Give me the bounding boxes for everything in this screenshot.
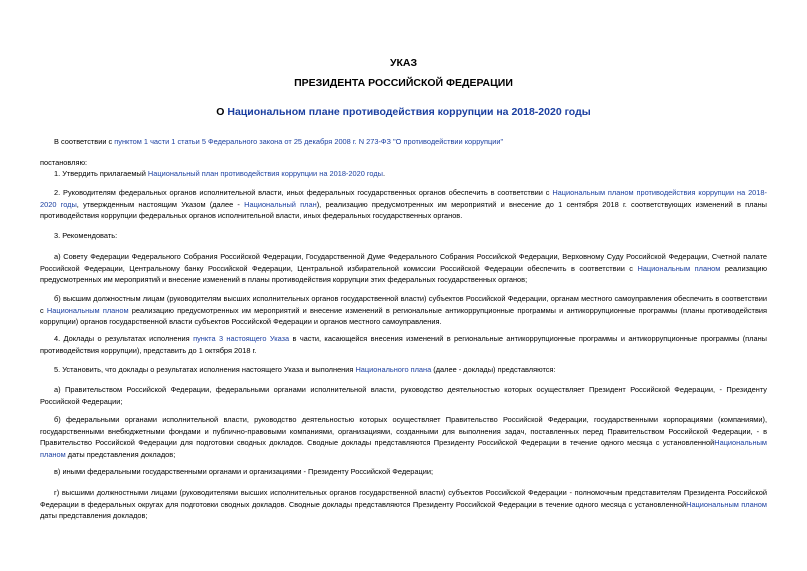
paragraph-3b	[40, 293, 767, 328]
national-plan-link[interactable]: Национальным планом противодействия коррупции на 2018-2020 годы	[40, 188, 767, 209]
national-plan-link[interactable]: Национальным планом	[686, 499, 767, 509]
national-plan-short-link[interactable]: Национальный план	[244, 199, 317, 209]
p2-text-c: ), реализацию предусмотренных им мероприятий и внесение до 1 сентября 2018 г. соответствующих изменений в планы противодействия коррупции федеральных органов исполнительной власти, иных федеральных государственных органов.	[40, 199, 767, 220]
p1-text-a: 1. Утвердить прилагаемый	[54, 169, 148, 178]
p1-text-b: .	[383, 169, 386, 178]
decree-issuer: ПРЕЗИДЕНТА РОССИЙСКОЙ ФЕДЕРАЦИИ	[294, 77, 513, 89]
paragraph-5v: в) иными федеральными государственными органами и организациями - Президенту Российской Федерации;	[54, 467, 434, 476]
decree-title: УКАЗ	[389, 57, 418, 69]
p5-text-b: (далее - доклады) представляются:	[431, 365, 556, 374]
paragraph-1	[40, 168, 767, 180]
paragraph-3a	[40, 251, 767, 286]
national-plan-link[interactable]: Национальным планом	[40, 438, 767, 459]
national-plan-link[interactable]: Национальным планом	[46, 305, 129, 315]
p3a-text-a: а) Совету Федерации Федерального Собрания Российской Федерации, Государственной Думе Федерального Собрания Российской Федерации, Верховному Суду Российской Федерации, Счетной палате Российской Федерации, Центральному банку Российской Федерации, Центральной избирательной комиссии Российской Федерации обеспечить в соответствии с	[40, 252, 767, 273]
clause-3-link[interactable]: пункта 3 настоящего Указа	[193, 334, 290, 343]
paragraph-5	[40, 364, 767, 376]
paragraph-3: 3. Рекомендовать:	[54, 231, 118, 240]
p5b-text-b: даты представления докладов;	[65, 449, 176, 459]
p3a-text-b: реализацию предусмотренных им мероприятий и внесение изменений в планы противодействия коррупции этих федеральных государственных органов;	[40, 263, 767, 284]
p4-text-a: 4. Доклады о результатах исполнения	[54, 334, 194, 343]
decree-subject	[0, 106, 807, 118]
national-plan-link[interactable]: Национальным планом	[637, 263, 721, 273]
preamble-text: В соответствии с	[54, 137, 115, 146]
p2-text-b: , утвержденным настоящим Указом (далее -	[76, 199, 245, 209]
p4-text-b: в части, касающейся внесения изменений в региональные антикоррупционные программы и антикоррупционные программы (планы противодействия коррупции), представить до 1 октября 2018 г.	[40, 334, 767, 355]
national-plan-title-link[interactable]: Национальном плане противодействия коррупции на 2018-2020 годы	[227, 106, 591, 118]
preamble-paragraph	[40, 136, 767, 148]
p3b-text-b: реализацию предусмотренных им мероприятий и внесение изменений в региональные антикоррупционные программы и антикоррупционные программы (планы противодействия коррупции) органов государственной власти субъектов Российской Федерации и органов местного самоуправления.	[40, 305, 768, 326]
paragraph-5b	[40, 414, 767, 460]
p3b-text-a: б) высшим должностным лицам (руководителям высших исполнительных органов государственной власти) субъектов Российской Федерации, органам местного самоуправления обеспечить в соответствии с	[40, 294, 767, 315]
p2-text-a: 2. Руководителям федеральных органов исполнительной власти, иных федеральных государственных органов обеспечить в соответствии с	[54, 188, 553, 197]
paragraph-4	[40, 333, 767, 356]
paragraph-5g	[40, 487, 767, 522]
p5g-text-b: даты представления докладов;	[40, 511, 148, 520]
national-plan-link[interactable]: Национальный план противодействия коррупции на 2018-2020 годы	[147, 169, 383, 178]
paragraph-5a: а) Правительством Российской Федерации, федеральными органами исполнительной власти, руководство деятельностью которых осуществляет Президент Российской Федерации, - Президенту Российской Федерации;	[40, 385, 767, 406]
p5-text-a: 5. Установить, что доклады о результатах исполнения настоящего Указа и выполнения	[54, 365, 356, 374]
p5g-text-a: г) высшими должностными лицами (руководителями высших исполнительных органов государственной власти) субъектов Российской Федерации - полномочным представителям Президента Российской Федерации в федеральных округах для подготовки сводных докладов. Сводные доклады представляются Президенту Российской Федерации в течение одного месяца с установленной	[40, 488, 767, 509]
p5b-text-a: б) федеральными органами исполнительной власти, руководство деятельностью которых осуществляет Правительство Российской Федерации, государственными корпорациями (компаниями), государственными внебюджетными фондами и публично-правовыми компаниями, организациями, созданными для выполнения задач, поставленных перед Правительством Российской Федерации, - в Правительство Российской Федерации для подготовки сводных докладов. Сводные доклады представляются Президенту Российской Федерации в течение одного месяца с установленной	[40, 415, 767, 447]
subject-prefix: О	[216, 106, 228, 118]
national-plan-link[interactable]: Национального плана	[355, 365, 432, 374]
paragraph-2	[40, 187, 767, 222]
federal-law-link[interactable]: пунктом 1 части 1 статьи 5 Федерального закона от 25 декабря 2008 г. N 273-ФЗ "О противодействии коррупции"	[114, 137, 504, 146]
decree-word: постановляю:	[40, 158, 88, 167]
